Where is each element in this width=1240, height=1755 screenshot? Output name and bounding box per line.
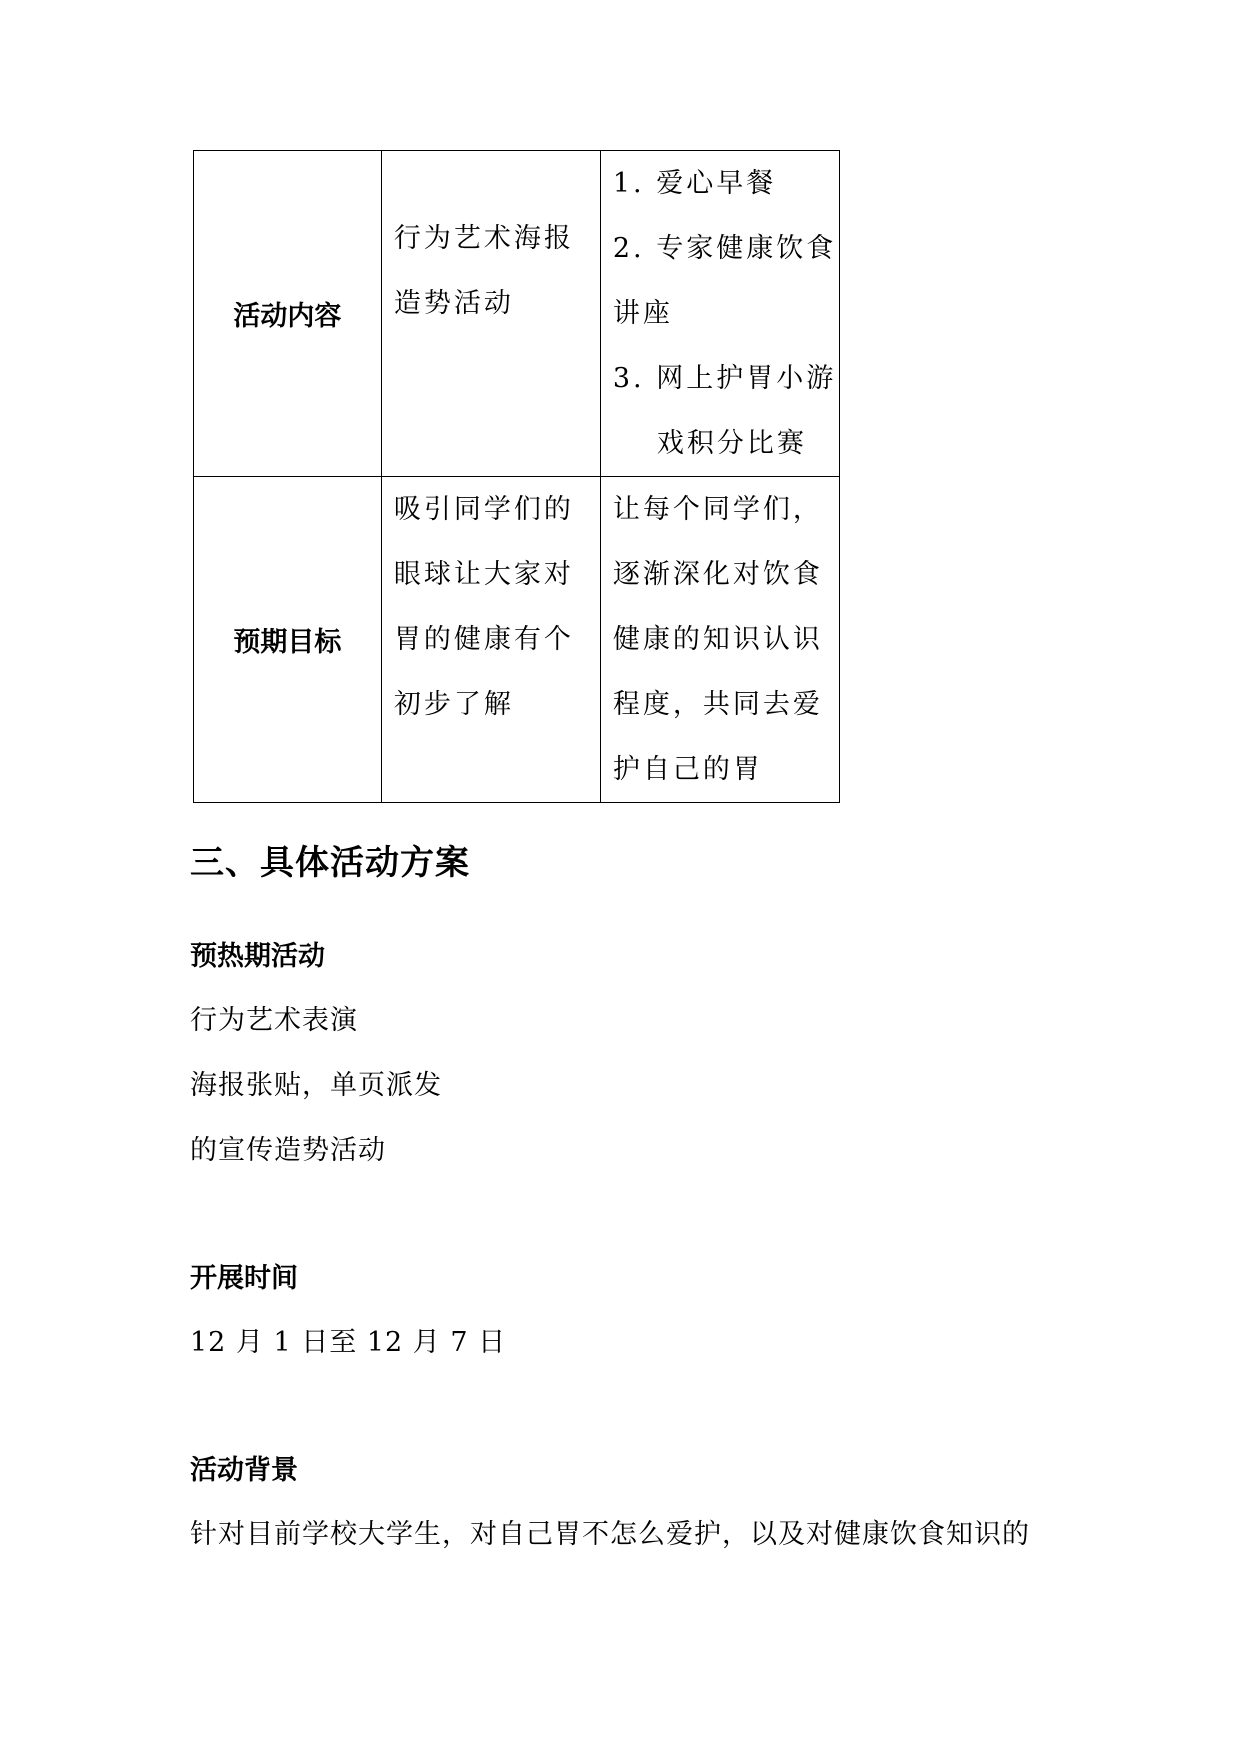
cell-line: 健康的知识认识 — [612, 624, 823, 655]
table-cell — [600, 477, 839, 803]
cell-line: 初步了解 — [393, 689, 514, 720]
preheat-line: 海报张贴，单页派发 — [190, 1070, 442, 1101]
cell-line: 护自己的胃 — [612, 754, 763, 785]
schedule-value: 12 月 1 日至 12 月 7 日 — [190, 1327, 507, 1358]
table-cell — [600, 151, 839, 477]
cell-line: 程度，共同去爱 — [612, 689, 823, 720]
cell-line: 2. 专家健康饮食 — [612, 233, 837, 264]
schedule-title: 开展时间 — [190, 1263, 298, 1294]
preheat-title: 预热期活动 — [190, 941, 325, 972]
cell-line: 讲座 — [612, 298, 673, 329]
section-heading: 三、具体活动方案 — [190, 843, 470, 883]
cell-line: 胃的健康有个 — [393, 624, 574, 655]
table-cell — [381, 151, 600, 477]
cell-line: 戏积分比赛 — [656, 428, 807, 459]
row-label: 活动内容 — [194, 151, 382, 477]
cell-line: 吸引同学们的 — [393, 494, 574, 525]
cell-line: 让每个同学们， — [612, 494, 823, 525]
table-cell — [381, 477, 600, 803]
background-text: 针对目前学校大学生，对自己胃不怎么爱护，以及对健康饮食知识的 — [190, 1519, 1030, 1550]
cell-line: 1. 爱心早餐 — [612, 168, 777, 199]
cell-line: 3. 网上护胃小游 — [612, 363, 837, 394]
preheat-line: 的宣传造势活动 — [190, 1135, 386, 1166]
cell-line: 逐渐深化对饮食 — [612, 559, 823, 590]
table-row — [194, 151, 840, 477]
activity-table — [193, 150, 840, 803]
preheat-line: 行为艺术表演 — [190, 1005, 358, 1036]
row-label: 预期目标 — [194, 477, 382, 803]
cell-line: 造势活动 — [393, 288, 514, 319]
table-row — [194, 477, 840, 803]
cell-line: 行为艺术海报 — [393, 223, 574, 254]
background-title: 活动背景 — [190, 1455, 298, 1486]
cell-line: 眼球让大家对 — [393, 559, 574, 590]
